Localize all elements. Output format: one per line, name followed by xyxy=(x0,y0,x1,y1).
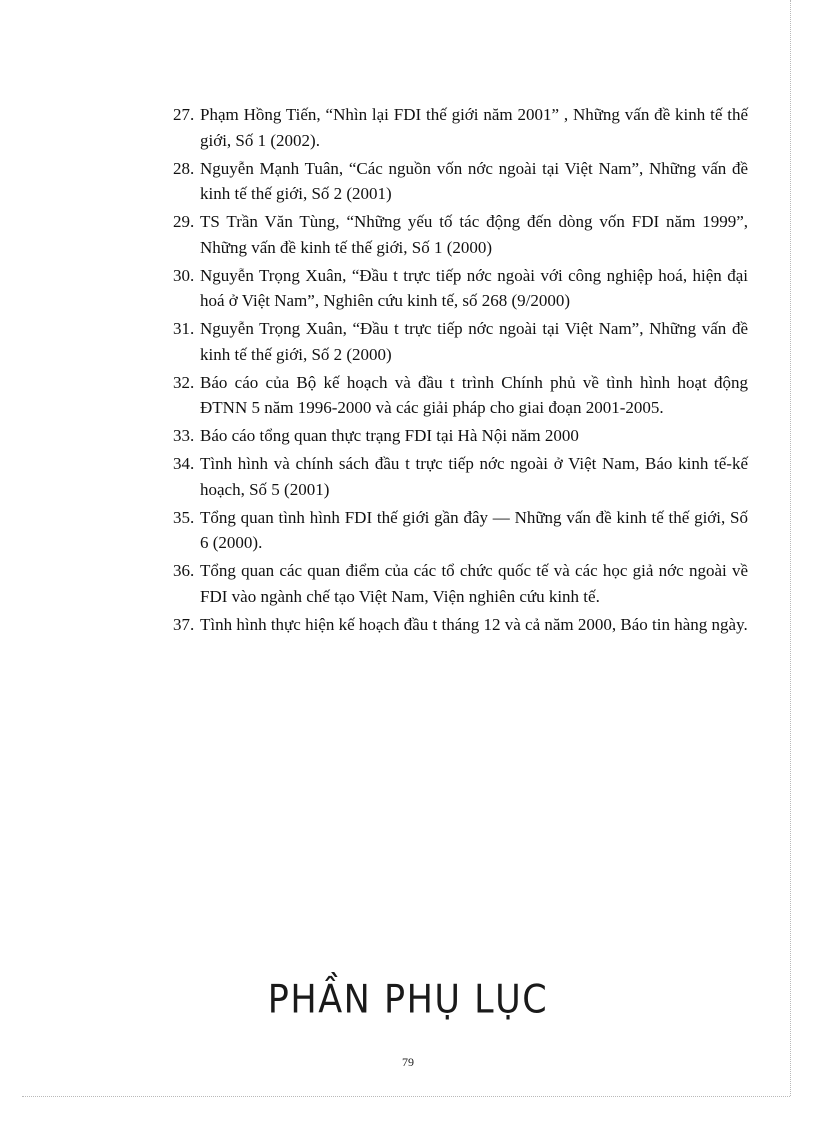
reference-item-37 xyxy=(173,612,748,638)
reference-item-27 xyxy=(173,102,748,153)
reference-number: 35. xyxy=(173,507,195,527)
reference-text: Tình hình và chính sách đầu t trực tiếp nớc ngoài ở Việt Nam, Báo kinh tế-kế hoạch, Số 5 (2001) xyxy=(200,454,748,499)
reference-text: Nguyễn Trọng Xuân, “Đầu t trực tiếp nớc ngoài với công nghiệp hoá, hiện đại hoá ở Việt Nam”, Nghiên cứu kinh tế, số 268 (9/2000) xyxy=(200,265,748,310)
page-border-bottom xyxy=(22,1096,790,1097)
reference-text: Tổng quan tình hình FDI thế giới gần đây — Những vấn đề kinh tế thế giới, Số 6 (2000). xyxy=(200,507,748,552)
reference-number: 29. xyxy=(173,212,195,231)
page-border-right xyxy=(790,0,791,1096)
reference-item-30 xyxy=(173,263,748,314)
reference-list xyxy=(173,102,748,640)
reference-text: Nguyễn Trọng Xuân, “Đầu t trực tiếp nớc ngoài tại Việt Nam”, Những vấn đề kinh tế thế giới, Số 2 (2000) xyxy=(200,319,748,364)
reference-item-31 xyxy=(173,316,748,367)
reference-text: Báo cáo tổng quan thực trạng FDI tại Hà Nội năm 2000 xyxy=(200,426,579,445)
reference-number: 36. xyxy=(173,561,195,580)
reference-text: Tình hình thực hiện kế hoạch đầu t tháng 12 và cả năm 2000, Báo tin hàng ngày. xyxy=(200,614,748,634)
reference-number: 34. xyxy=(173,454,195,473)
reference-number: 33. xyxy=(173,426,195,445)
reference-text: TS Trần Văn Tùng, “Những yếu tố tác động đến dòng vốn FDI năm 1999”, Những vấn đề kinh tế thế giới, Số 1 (2000) xyxy=(200,212,748,257)
page-number: 79 xyxy=(402,1055,414,1069)
reference-text: Nguyễn Mạnh Tuân, “Các nguồn vốn nớc ngoài tại Việt Nam”, Những vấn đề kinh tế thế giới, Số 2 (2001) xyxy=(200,158,748,203)
reference-item-34 xyxy=(173,451,748,502)
reference-number: 28. xyxy=(173,158,195,178)
reference-item-32 xyxy=(173,370,748,421)
reference-number: 37. xyxy=(173,614,195,634)
reference-item-28 xyxy=(173,156,748,207)
reference-text: Phạm Hồng Tiến, “Nhìn lại FDI thế giới năm 2001” , Những vấn đề kinh tế thế giới, Số 1 (2002). xyxy=(200,105,748,150)
reference-number: 27. xyxy=(173,105,195,124)
reference-item-35 xyxy=(173,505,748,556)
reference-number: 32. xyxy=(173,372,195,392)
reference-text: Báo cáo của Bộ kế hoạch và đầu t trình Chính phủ về tình hình hoạt động ĐTNN 5 năm 1996-2000 và các giải pháp cho giai đoạn 2001-2005. xyxy=(200,372,748,417)
reference-item-29 xyxy=(173,209,748,260)
reference-number: 30. xyxy=(173,265,195,285)
reference-number: 31. xyxy=(173,319,195,338)
reference-item-33 xyxy=(173,423,748,449)
reference-text: Tổng quan các quan điểm của các tổ chức quốc tế và các học giả nớc ngoài về FDI vào ngành chế tạo Việt Nam, Viện nghiên cứu kinh tế. xyxy=(200,561,748,606)
section-heading: PHẦN PHỤ LỤC xyxy=(267,977,549,1023)
reference-item-36 xyxy=(173,558,748,609)
